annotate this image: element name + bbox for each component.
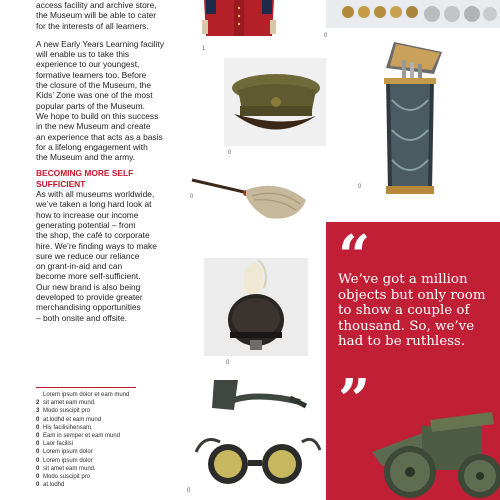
list-item <box>36 391 136 399</box>
text-line: Kids’ Zone was one of the most <box>36 90 153 101</box>
list-text: Lorem ipsum dolor <box>43 457 93 464</box>
caption-index-list <box>36 387 136 489</box>
list-number <box>36 391 43 399</box>
text-line: for the interests of all learners. <box>36 20 149 31</box>
list-number: 0 <box>36 482 40 489</box>
text-line: As with all museums worldwide, <box>36 189 155 200</box>
caption-cap: 0 <box>228 150 232 156</box>
ornate-case-photo <box>368 40 452 200</box>
paragraph-intro <box>36 0 176 31</box>
list-item <box>36 416 136 424</box>
caption-case: 0 <box>358 184 362 190</box>
list-item <box>36 424 136 432</box>
list-text: at.lodhd et eam mund <box>43 416 102 423</box>
list-text: Lorem ipsum dolor et eam mund <box>43 392 130 398</box>
pull-quote-text: We’ve got a million objects but only room to show a couple of thousand. So, we’ve had to be ruthless. <box>338 272 486 350</box>
article-text-column <box>36 0 176 323</box>
list-number: 0 <box>36 416 40 423</box>
section-heading <box>36 168 176 189</box>
paragraph-early-years <box>36 39 176 163</box>
text-line: sure we reduce our reliance <box>36 250 140 261</box>
text-line: the shop, the café to corporate <box>36 230 150 241</box>
list-item <box>36 465 136 473</box>
text-line: generating potential – from <box>36 219 136 230</box>
list-text: at.lodhd <box>43 482 65 489</box>
list-number: 2 <box>36 400 40 407</box>
text-line: Our new brand is also being <box>36 281 141 292</box>
text-line: become more self-sufficient. <box>36 271 141 282</box>
text-line: we’ve taken a long hard look at <box>36 199 152 210</box>
text-line: merchandising opportunities <box>36 302 141 313</box>
red-jacket-photo <box>198 0 280 40</box>
heading-line: SUFFICIENT <box>36 178 86 189</box>
list-number: 0 <box>36 457 40 464</box>
list-text: Modo suscipit pro <box>43 408 91 415</box>
pull-quote-panel <box>326 222 500 500</box>
text-line: A new Early Years Learning facility <box>36 38 165 49</box>
list-number: 0 <box>36 424 40 431</box>
list-text: Modo suscipit pro <box>43 474 91 481</box>
text-line: how to increase our income <box>36 209 139 220</box>
plume-photo <box>188 170 314 230</box>
text-line: on grant-in-aid and can <box>36 261 123 272</box>
list-number: 0 <box>36 441 40 448</box>
peaked-cap-photo <box>224 58 326 146</box>
heading-line: BECOMING MORE SELF <box>36 168 134 179</box>
text-line: – both onsite and offsite. <box>36 312 128 323</box>
text-line: the closure of the Museum, the <box>36 80 151 91</box>
goggles-photo <box>190 376 324 490</box>
list-text: Lorem ipsum dolor <box>43 449 93 456</box>
open-quote-mark: “ <box>338 223 371 289</box>
text-line: popular parts of the Museum. <box>36 100 145 111</box>
list-number: 0 <box>36 474 40 481</box>
list-item <box>36 432 136 440</box>
list-item <box>36 440 136 448</box>
medals-photo <box>326 0 500 28</box>
field-gun-photo <box>362 392 500 500</box>
list-item <box>36 481 136 489</box>
text-line: We hope to build on this success <box>36 110 159 121</box>
text-line: an experience that acts as a basis <box>36 131 163 142</box>
caption-helmet: 0 <box>226 360 230 366</box>
list-item <box>36 407 136 415</box>
paragraph-self-sufficient <box>36 189 176 323</box>
text-line: hire. We’re finding ways to make <box>36 240 157 251</box>
list-number: 0 <box>36 449 40 456</box>
text-line: developed to provide greater <box>36 292 143 303</box>
list-number: 0 <box>36 465 40 472</box>
list-item <box>36 473 136 481</box>
list-text: His facilisihensam, <box>43 424 93 431</box>
caption-medals: 0 <box>324 33 328 39</box>
text-line: the Museum will be able to cater <box>36 10 157 21</box>
text-line: will enable us to take this <box>36 49 130 60</box>
helmet-photo <box>204 258 308 356</box>
list-text: Laor facilisi <box>43 441 74 448</box>
text-line: experience to our youngest, <box>36 59 140 70</box>
text-line: for a lifelong engagement with <box>36 141 148 152</box>
list-item <box>36 399 136 407</box>
list-text: sit amet eam mund. <box>43 400 96 407</box>
caption-goggles: 0 <box>187 488 191 494</box>
caption-plume: 0 <box>190 194 194 200</box>
text-line: access facility and archive store, <box>36 0 157 10</box>
text-line: formative learners too. Before <box>36 69 147 80</box>
close-quote-mark: ” <box>338 367 371 433</box>
text-line: in the new Museum and create <box>36 121 151 132</box>
list-text: sit amet eam mund. <box>43 465 96 472</box>
list-text: Eam in semper et eam mund <box>43 433 121 440</box>
list-number: 0 <box>36 433 40 440</box>
text-line: the Museum and the army. <box>36 152 135 163</box>
list-item <box>36 448 136 456</box>
list-number: 3 <box>36 408 40 415</box>
caption-jacket: 1 <box>202 46 206 52</box>
list-item <box>36 457 136 465</box>
